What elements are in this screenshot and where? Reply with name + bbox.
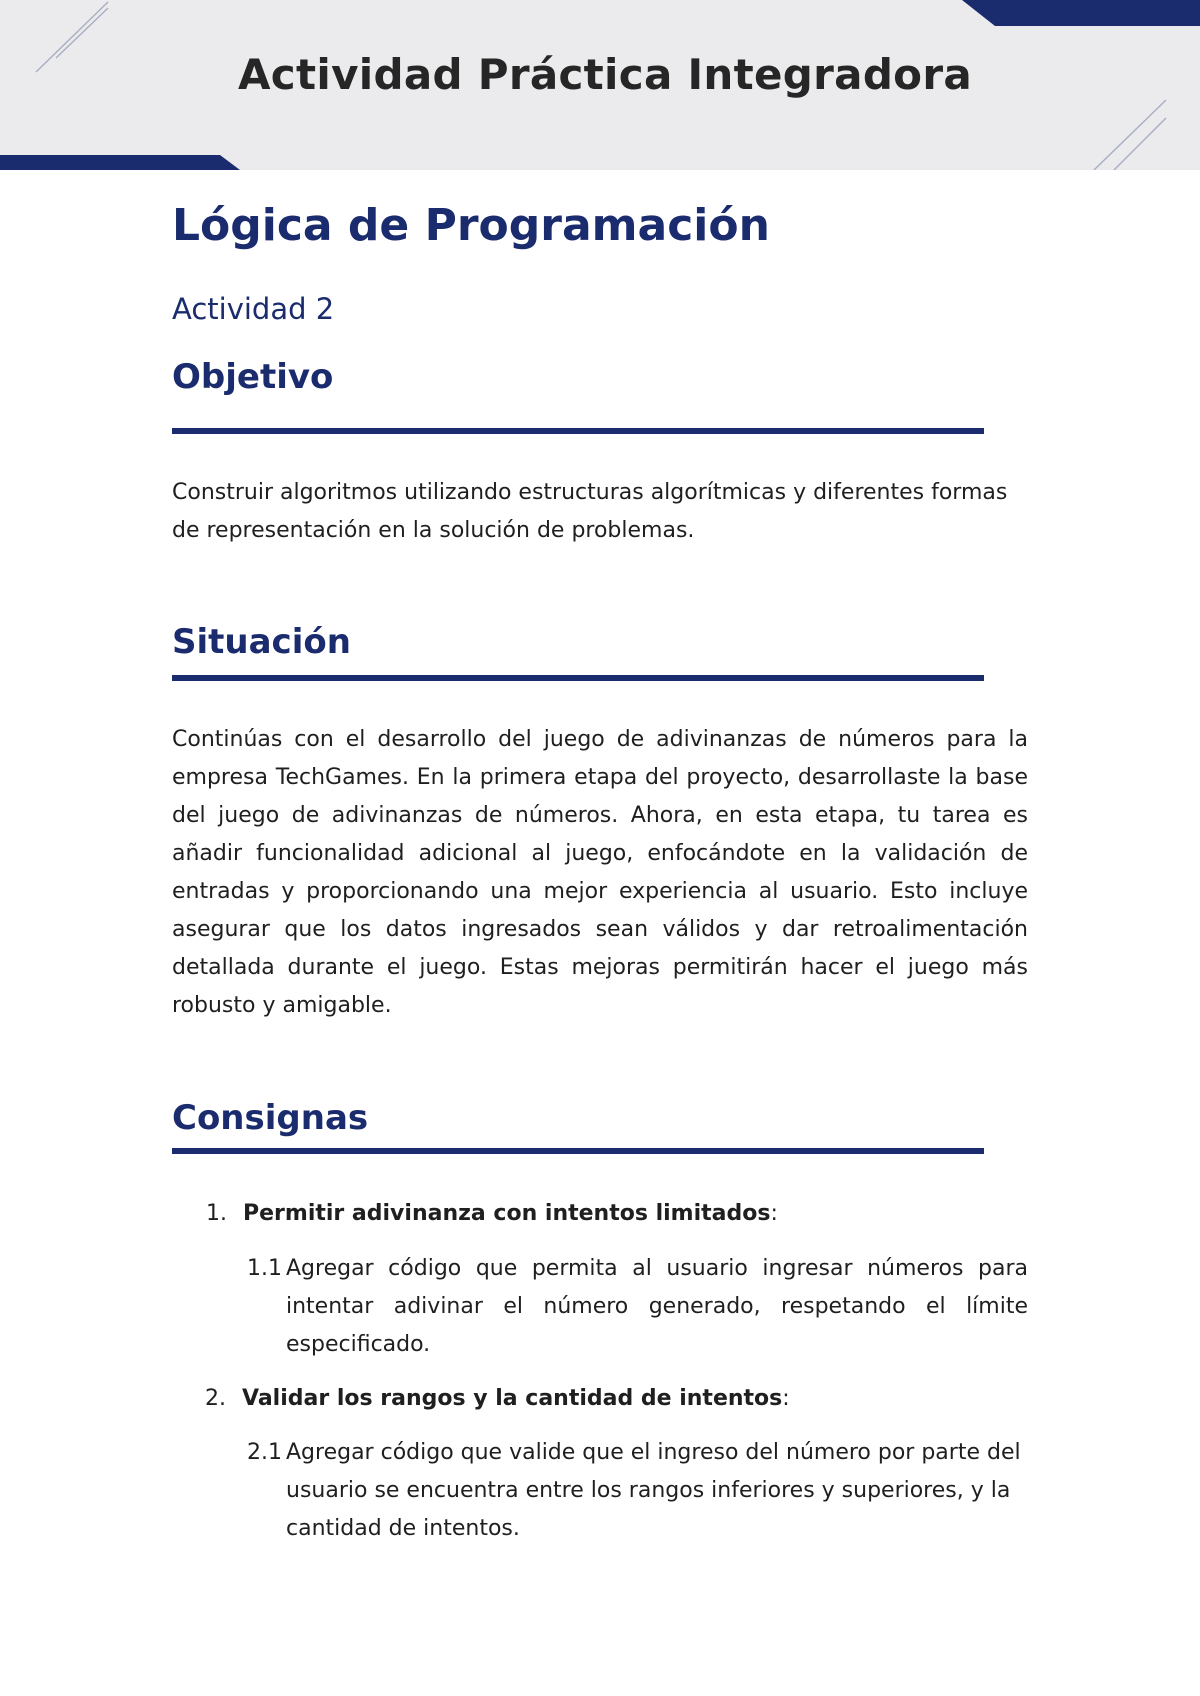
consigna-subitem-2-1-number: 2.1 — [247, 1440, 282, 1465]
consigna-subitem-2-1-text: Agregar código que valide que el ingreso del número por parte del usuario se encuentra entre los rangos inferiores y superiores, y la cantidad de intentos. — [286, 1440, 1021, 1541]
consigna-item-1-number: 1. — [206, 1201, 227, 1226]
section-rule-objetivo — [172, 428, 984, 434]
section-rule-consignas — [172, 1148, 984, 1154]
document-title: Lógica de Programación — [172, 200, 770, 251]
consigna-subitem-2-1 — [247, 1434, 1028, 1548]
consigna-item-1-suffix: : — [770, 1201, 778, 1226]
consigna-subitem-1-1 — [247, 1250, 1028, 1364]
consigna-subitem-1-1-number: 1.1 — [247, 1256, 282, 1281]
section-heading-objetivo: Objetivo — [172, 357, 334, 397]
objetivo-text: Construir algoritmos utilizando estructuras algorítmicas y diferentes formas de representación en la solución de problemas. — [172, 480, 1008, 543]
consigna-item-2-title: Validar los rangos y la cantidad de intentos — [242, 1386, 783, 1411]
situacion-text: Continúas con el desarrollo del juego de adivinanzas de números para la empresa TechGames. En la primera etapa del proyecto, desarrollaste la base del juego de adivinanzas de números. Ahora, en esta etapa, tu tarea es añadir funcionalidad adicional al juego, enfocándote en la validación de entradas y proporcionando una mejor experiencia al usuario. Esto incluye asegurar que los datos ingresados sean válidos y dar retroalimentación detallada durante el juego. Estas mejoras permitirán hacer el juego más robusto y amigable. — [172, 727, 1028, 1018]
section-rule-situacion — [172, 675, 984, 681]
consigna-subitem-1-1-text: Agregar código que permita al usuario ingresar números para intentar adivinar el número generado, respetando el límite especificado. — [286, 1256, 1028, 1357]
header-banner — [0, 0, 1200, 170]
consigna-item-1-title: Permitir adivinanza con intentos limitados — [243, 1201, 771, 1226]
header-title: Actividad Práctica Integradora — [238, 50, 972, 99]
consigna-item-2 — [205, 1380, 790, 1418]
deco-line-bottomright-1 — [1094, 100, 1166, 170]
section-heading-consignas: Consignas — [172, 1098, 369, 1138]
consigna-item-1 — [206, 1195, 778, 1233]
document-subtitle: Actividad 2 — [172, 292, 335, 326]
section-heading-situacion: Situación — [172, 622, 351, 662]
consigna-item-2-suffix: : — [782, 1386, 790, 1411]
consigna-item-2-number: 2. — [205, 1386, 226, 1411]
deco-band-topright — [962, 0, 1200, 26]
deco-band-bottomleft — [0, 155, 240, 170]
